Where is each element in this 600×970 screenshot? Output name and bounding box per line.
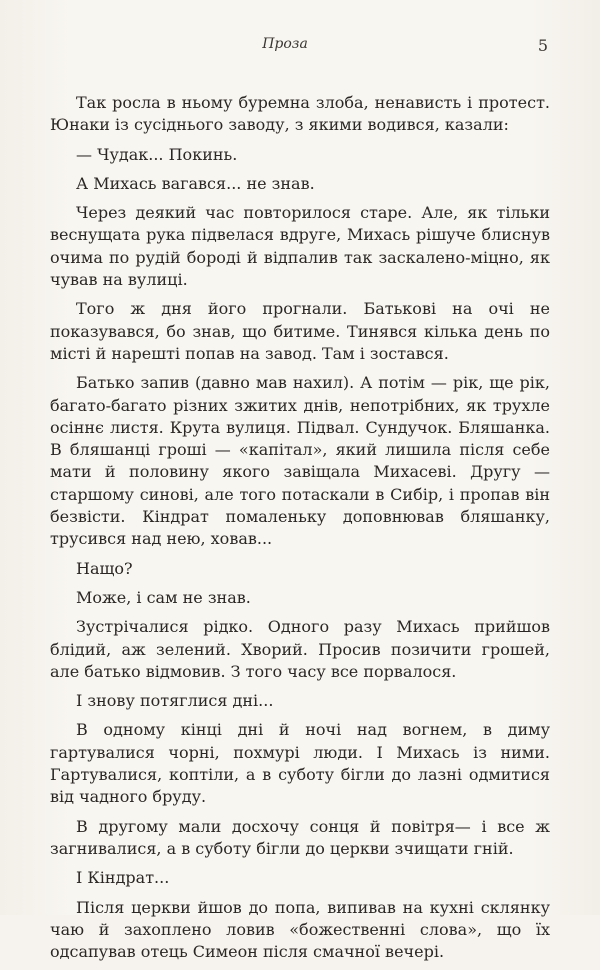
paragraph: Після церкви йшов до попа, випивав на кухні склянку чаю й захоплено ловив «божественні слова», що їх одсапував отець Симеон після смачної вечері. <box>50 897 550 962</box>
page-header <box>0 36 600 58</box>
paragraph: — Чудак... Покинь. <box>76 144 238 164</box>
paragraph: І Кіндрат... <box>76 868 170 888</box>
paragraph: Зустрічалися рідко. Одного разу Михась прийшов блідий, аж зелений. Хворий. Просив позичити грошей, але батько відмовив. З того часу все порвалося. <box>50 617 550 681</box>
paragraph: В одному кінці дні й ночі над вогнем, в диму гартувалися чорні, похмурі люди. І Михась із ними. Гартувалися, коптіли, а в суботу бігли до лазні одмитися від чадного бруду. <box>50 720 550 807</box>
paragraph: В другому мали досхочу сонця й повітря— і все ж загнивалися, а в суботу бігли до церкви зчищати гній. <box>50 816 550 858</box>
running-title: Проза <box>262 36 308 52</box>
paragraph: А Михась вагався... не знав. <box>76 173 315 193</box>
paragraph: Так росла в ньому буремна злоба, ненависть і протест. Юнаки із сусіднього заводу, з якими водився, казали: <box>50 93 550 135</box>
paragraph: Через деякий час повторилося старе. Але, як тільки веснущата рука підвелася вдруге, Михась рішуче блиснув очима по рудій бороді й відпалив так заскалено-міцно, як чував на вулиці. <box>50 203 550 290</box>
page-number: 5 <box>537 36 548 55</box>
body-text <box>50 92 550 970</box>
paragraph: Батько запив (давно мав нахил). А потім — рік, ще рік, багато-багато різних зжитих днів, непотрібних, як трухле осіннє листя. Крута вулиця. Підвал. Сундучок. Бляшанка. В бляшанці гроші — «капітал», який лишила після себе мати й половину якого завіщала Михасеві. Другу — старшому синові, але того потаскали в Сибір, і пропав він безвісти. Кіндрат помаленьку доповнював бляшанку, трусився над нею, ховав... <box>50 373 550 549</box>
paragraph: І знову потяглися дні... <box>76 691 274 711</box>
paragraph: Може, і сам не знав. <box>76 587 251 607</box>
paragraph: Того ж дня його прогнали. Батькові на очі не показувався, бо знав, що битиме. Тинявся кілька день по місті й нарешті попав на завод. Там і зостався. <box>50 299 550 363</box>
paragraph: Нащо? <box>76 558 133 578</box>
